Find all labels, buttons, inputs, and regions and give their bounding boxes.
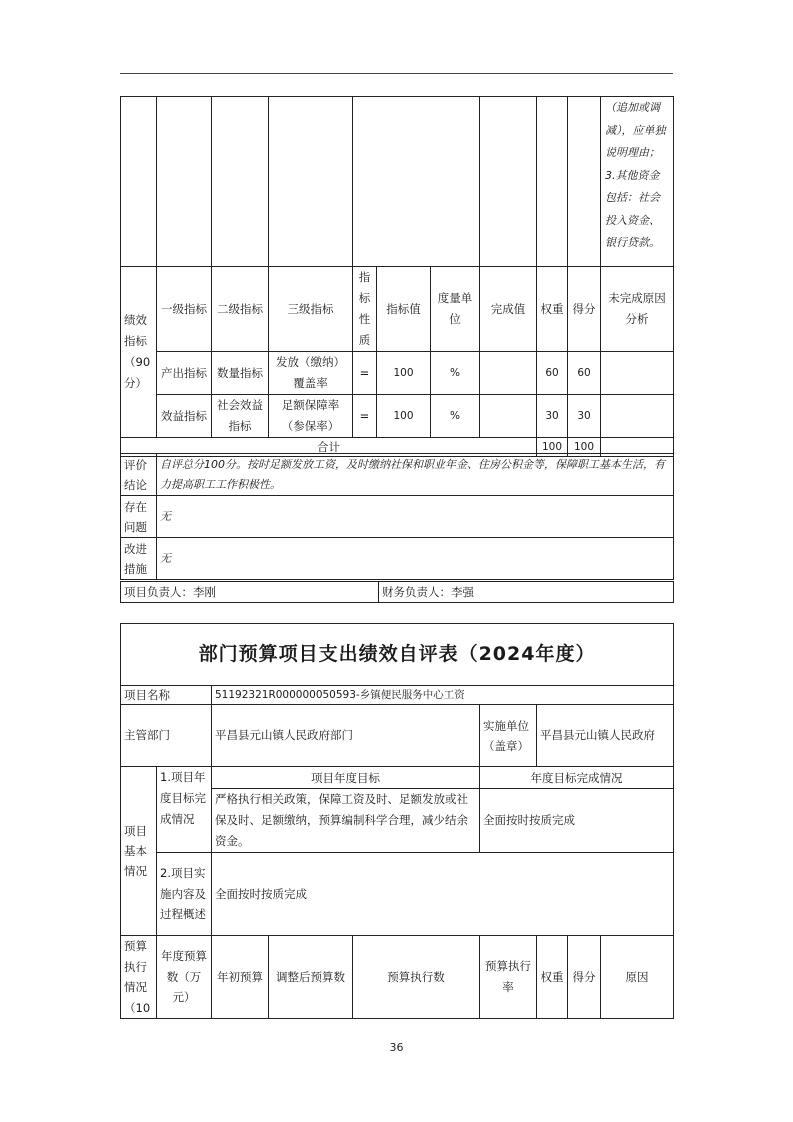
header-level3: 三级指标 (269, 267, 353, 352)
dept-row (121, 705, 674, 767)
title-row (121, 624, 674, 686)
problems-label: 存在问题 (121, 496, 157, 538)
dept-value: 平昌县元山镇人民政府部门 (212, 705, 480, 767)
budget-executed-header: 预算执行数 (353, 936, 480, 1019)
project-name-row (121, 686, 674, 705)
note-cell: （追加或调减），应单独说明理由；3.其他资金包括：社会投入资金、银行贷款。 (601, 97, 674, 267)
row2-level2: 社会效益指标 (212, 395, 269, 438)
improvements-row (121, 538, 674, 580)
row1-score: 60 (568, 352, 601, 395)
signature-table (120, 581, 674, 603)
improvements-label: 改进措施 (121, 538, 157, 580)
goal-label: 1.项目年度目标完成情况 (157, 767, 212, 853)
impl-label: 2.项目实施内容及过程概述 (157, 853, 212, 936)
budget-adjusted-header: 调整后预算数 (269, 936, 353, 1019)
row1-value: 100 (377, 352, 431, 395)
perf-header-row (121, 267, 674, 352)
row2-unit: % (431, 395, 480, 438)
header-value: 指标值 (377, 267, 431, 352)
total-label: 合计 (121, 438, 537, 457)
conclusion-row (121, 454, 674, 496)
row2-weight: 30 (537, 395, 568, 438)
header-weight: 权重 (537, 267, 568, 352)
budget-header-row (121, 936, 674, 1019)
project-lead: 项目负责人：李刚 (121, 582, 379, 603)
dept-label: 主管部门 (121, 705, 212, 767)
row2-level1: 效益指标 (157, 395, 212, 438)
header-score: 得分 (568, 267, 601, 352)
continued-row (121, 97, 674, 267)
impl-row (121, 853, 674, 936)
row1-actual (480, 352, 537, 395)
goal-completion-text: 全面按时按质完成 (480, 789, 674, 853)
problems-row (121, 496, 674, 538)
budget-section-label: 预算执行情况（10 (121, 936, 157, 1019)
total-score: 100 (568, 438, 601, 457)
budget-initial-header: 年初预算 (212, 936, 269, 1019)
row2-nature: = (353, 395, 377, 438)
row1-level3: 发放（缴纳）覆盖率 (269, 352, 353, 395)
header-actual: 完成值 (480, 267, 537, 352)
row2-value: 100 (377, 395, 431, 438)
row2-level3: 足额保障率（参保率） (269, 395, 353, 438)
improvements-text: 无 (157, 538, 674, 580)
form-title: 部门预算项目支出绩效自评表（2024年度） (121, 624, 674, 686)
header-unit: 度量单位 (431, 267, 480, 352)
perf-section-label: 绩效指标（90分） (121, 267, 157, 438)
annual-goal-text: 严格执行相关政策，保障工资及时、足额发放或社保及时、足额缴纳，预算编制科学合理，减少结余资金。 (212, 789, 480, 853)
impl-text: 全面按时按质完成 (212, 853, 674, 936)
budget-annual-header: 年度预算数（万元） (157, 936, 212, 1019)
header-rule (120, 73, 673, 74)
goal-header-row (121, 767, 674, 789)
budget-rate-header: 预算执行率 (480, 936, 537, 1019)
header-level2: 二级指标 (212, 267, 269, 352)
impl-unit-value: 平昌县元山镇人民政府 (537, 705, 674, 767)
header-level1: 一级指标 (157, 267, 212, 352)
page-number: 36 (389, 1041, 404, 1054)
project-name-value: 51192321R000000050593-乡镇便民服务中心工资 (212, 686, 674, 705)
total-weight: 100 (537, 438, 568, 457)
row2-score: 30 (568, 395, 601, 438)
row1-unit: % (431, 352, 480, 395)
goal-completion-header: 年度目标完成情况 (480, 767, 674, 789)
conclusion-text: 自评总分100分。按时足额发放工资，及时缴纳社保和职业年金、住房公积金等，保障职工基本生活，有力提高职工工作积极性。 (157, 454, 674, 496)
row1-weight: 60 (537, 352, 568, 395)
table-row (121, 395, 674, 438)
row2-reason (601, 395, 674, 438)
finance-lead: 财务负责人：李强 (379, 582, 674, 603)
budget-score-header: 得分 (568, 936, 601, 1019)
header-reason: 未完成原因分析 (601, 267, 674, 352)
conclusion-label: 评价结论 (121, 454, 157, 496)
budget-weight-header: 权重 (537, 936, 568, 1019)
annual-goal-header: 项目年度目标 (212, 767, 480, 789)
conclusion-table (120, 453, 674, 580)
basic-info-label: 项目基本情况 (121, 767, 157, 936)
budget-reason-header: 原因 (601, 936, 674, 1019)
row1-level2: 数量指标 (212, 352, 269, 395)
self-eval-table (120, 623, 674, 1019)
impl-unit-label: 实施单位（盖章） (480, 705, 537, 767)
row1-nature: = (353, 352, 377, 395)
row1-level1: 产出指标 (157, 352, 212, 395)
problems-text: 无 (157, 496, 674, 538)
header-nature: 指标性质 (353, 267, 377, 352)
row1-reason (601, 352, 674, 395)
row2-actual (480, 395, 537, 438)
table-row (121, 352, 674, 395)
performance-table (120, 96, 674, 457)
project-name-label: 项目名称 (121, 686, 212, 705)
